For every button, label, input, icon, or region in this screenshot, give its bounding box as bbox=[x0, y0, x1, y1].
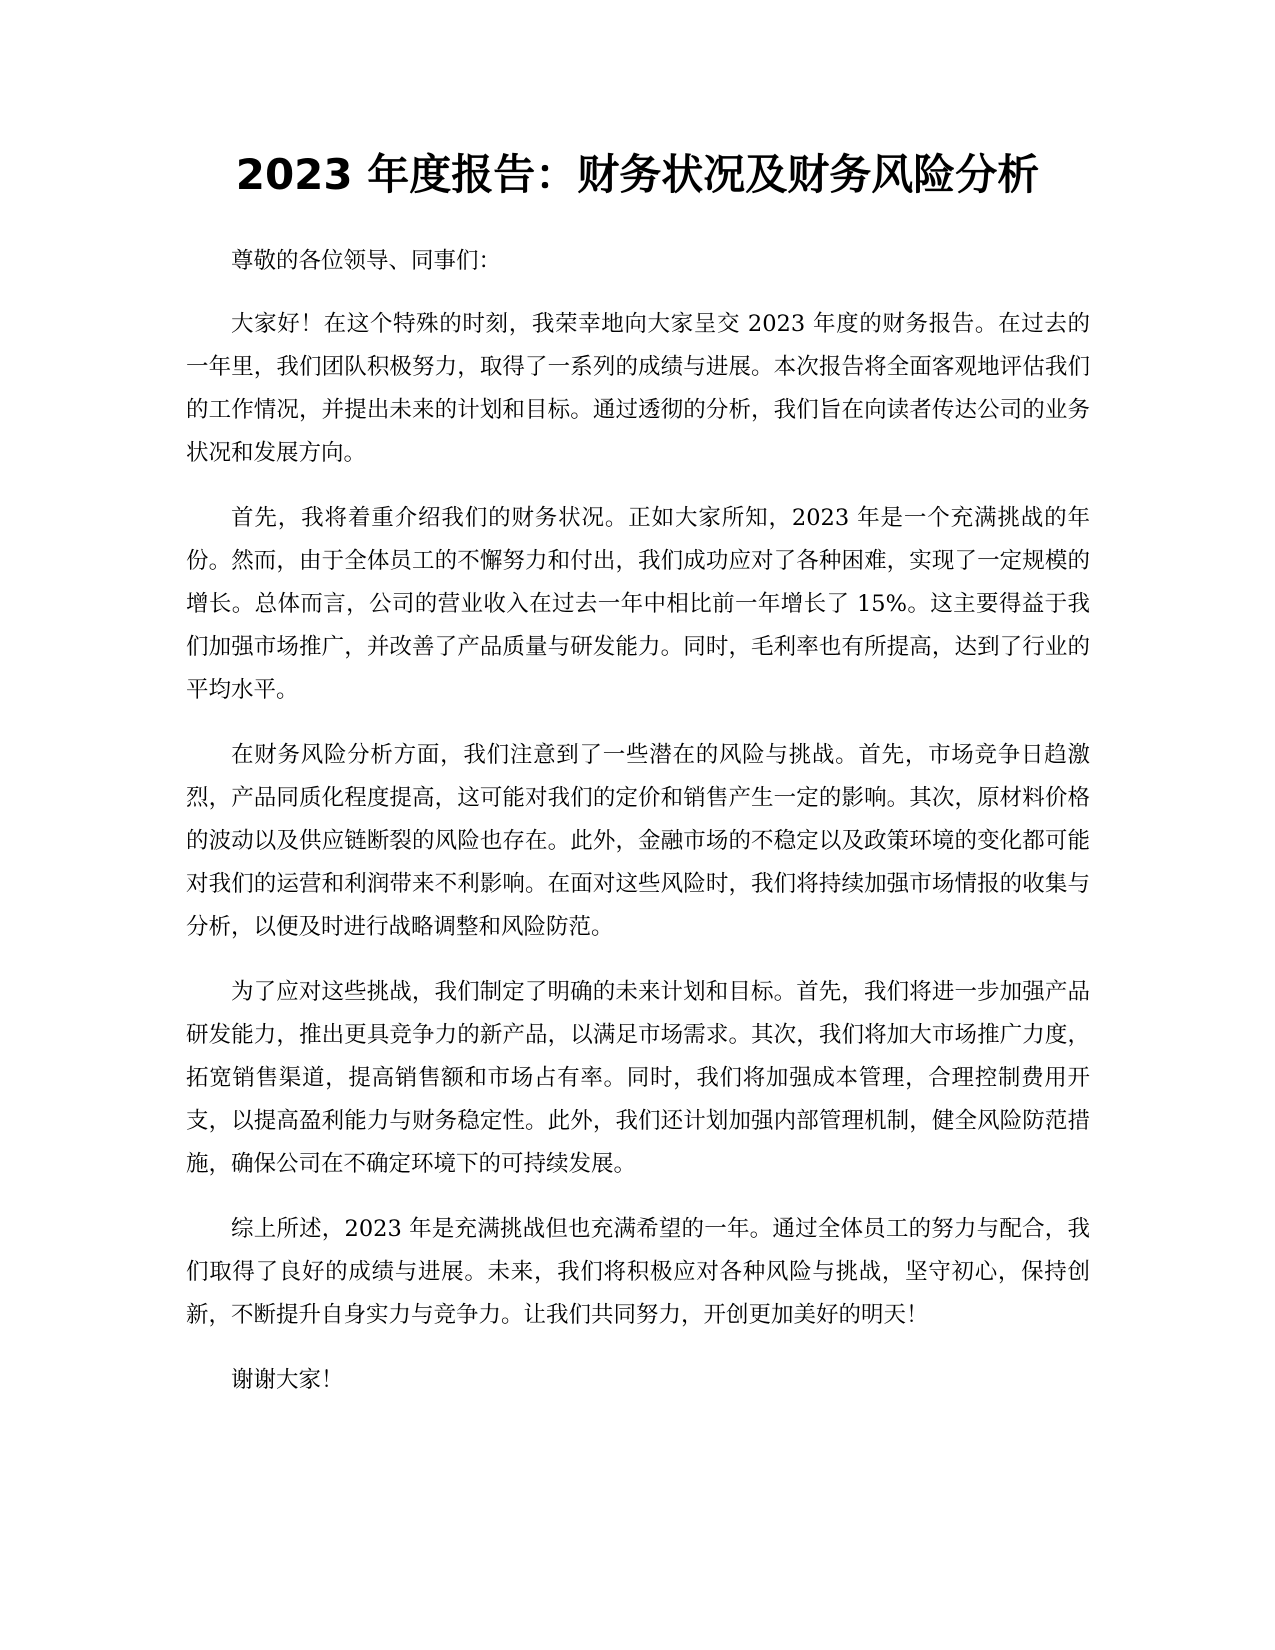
document-body bbox=[186, 240, 1090, 1424]
paragraph-future-plans: 为了应对这些挑战，我们制定了明确的未来计划和目标。首先，我们将进一步加强产品研发能力，推出更具竞争力的新产品，以满足市场需求。其次，我们将加大市场推广力度，拓宽销售渠道，提高销售额和市场占有率。同时，我们将加强成本管理，合理控制费用开支，以提高盈利能力与财务稳定性。此外，我们还计划加强内部管理机制，健全风险防范措施，确保公司在不确定环境下的可持续发展。 bbox=[186, 979, 1090, 1177]
paragraph-financial-status: 首先，我将着重介绍我们的财务状况。正如大家所知，2023 年是一个充满挑战的年份。然而，由于全体员工的不懈努力和付出，我们成功应对了各种困难，实现了一定规模的增长。总体而言，公司的营业收入在过去一年中相比前一年增长了 15%。这主要得益于我们加强市场推广，并改善了产品质量与研发能力。同时，毛利率也有所提高，达到了行业的平均水平。 bbox=[186, 505, 1090, 703]
paragraph-risk-analysis: 在财务风险分析方面，我们注意到了一些潜在的风险与挑战。首先，市场竞争日趋激烈，产品同质化程度提高，这可能对我们的定价和销售产生一定的影响。其次，原材料价格的波动以及供应链断裂的风险也存在。此外，金融市场的不稳定以及政策环境的变化都可能对我们的运营和利润带来不利影响。在面对这些风险时，我们将持续加强市场情报的收集与分析，以便及时进行战略调整和风险防范。 bbox=[186, 742, 1090, 940]
closing: 谢谢大家！ bbox=[231, 1367, 344, 1393]
paragraph-intro: 大家好！在这个特殊的时刻，我荣幸地向大家呈交 2023 年度的财务报告。在过去的一年里，我们团队积极努力，取得了一系列的成绩与进展。本次报告将全面客观地评估我们的工作情况，并提出未来的计划和目标。通过透彻的分析，我们旨在向读者传达公司的业务状况和发展方向。 bbox=[186, 311, 1090, 466]
paragraph-summary: 综上所述，2023 年是充满挑战但也充满希望的一年。通过全体员工的努力与配合，我们取得了良好的成绩与进展。未来，我们将积极应对各种风险与挑战，坚守初心，保持创新，不断提升自身实力与竞争力。让我们共同努力，开创更加美好的明天！ bbox=[186, 1216, 1090, 1328]
salutation: 尊敬的各位领导、同事们： bbox=[231, 248, 502, 274]
document-title: 2023 年度报告：财务状况及财务风险分析 bbox=[235, 150, 1040, 199]
